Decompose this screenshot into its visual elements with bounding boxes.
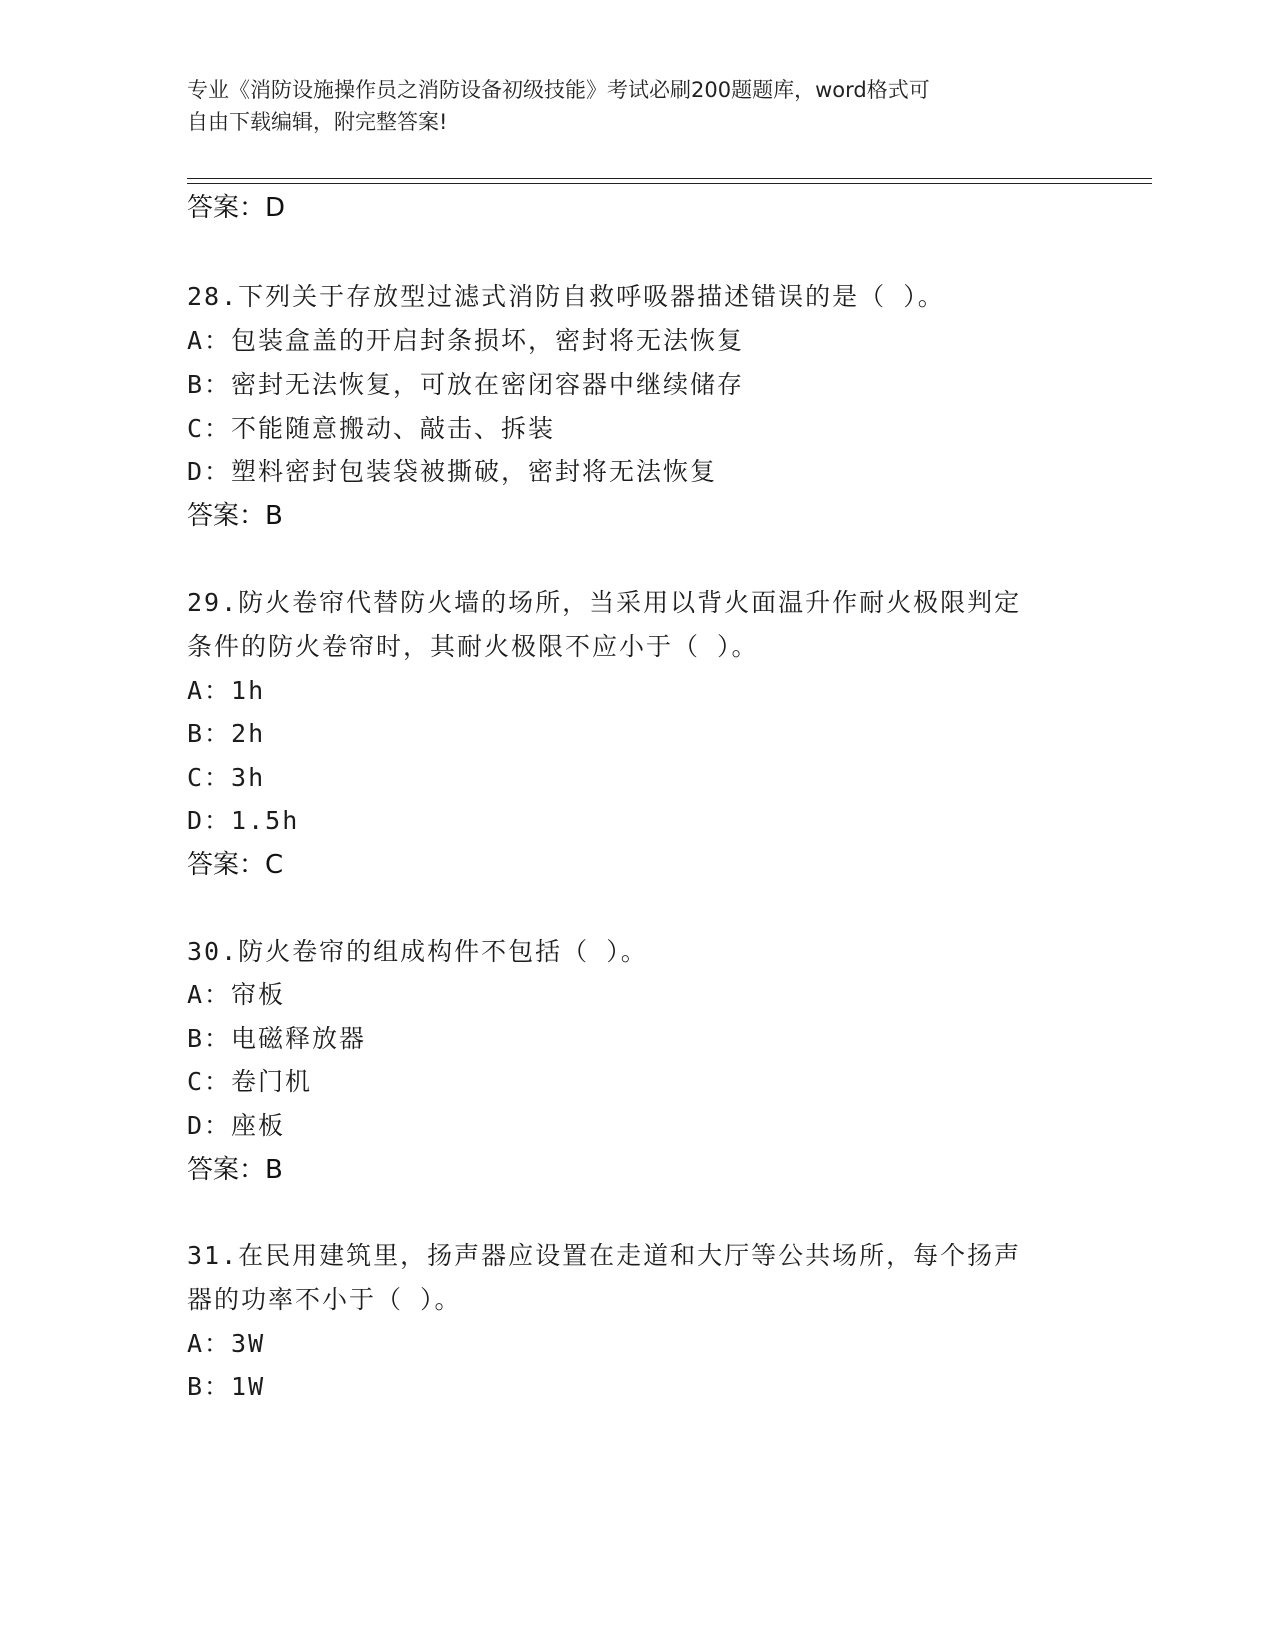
question-30-option-c: C：卷门机 [187,1067,313,1096]
question-29-text-line-1: 29.防火卷帘代替防火墙的场所，当采用以背火面温升作耐火极限判定 [187,588,1022,617]
question-28-option-a: A：包装盒盖的开启封条损坏，密封将无法恢复 [187,326,745,355]
question-28-option-d: D：塑料密封包装袋被撕破，密封将无法恢复 [187,457,718,486]
document-header [187,74,1087,138]
question-30-option-d: D：座板 [187,1111,286,1140]
question-31-option-a: A：3W [187,1329,266,1358]
question-29-option-a: A：1h [187,676,266,705]
question-31-option-b: B：1W [187,1372,266,1401]
question-30-text: 30.防火卷帘的组成构件不包括（ ）。 [187,937,648,966]
question-29-answer: 答案：C [187,850,284,880]
question-29-option-c: C：3h [187,763,266,792]
previous-answer: 答案：D [187,193,286,223]
question-29-text-line-2: 条件的防火卷帘时，其耐火极限不应小于（ ）。 [187,632,759,661]
question-31-text-line-1: 31.在民用建筑里，扬声器应设置在走道和大厅等公共场所，每个扬声 [187,1241,1022,1270]
question-28-answer: 答案：B [187,501,283,531]
question-29-option-d: D：1.5h [187,806,300,835]
question-28-text: 28.下列关于存放型过滤式消防自救呼吸器描述错误的是（ ）。 [187,282,945,311]
question-31-text-line-2: 器的功率不小于（ ）。 [187,1285,462,1314]
header-divider-top [187,178,1152,179]
header-divider-bottom [187,183,1152,184]
question-28-option-b: B：密封无法恢复，可放在密闭容器中继续储存 [187,370,745,399]
header-line-2: 自由下载编辑，附完整答案! [187,110,448,134]
question-30-option-b: B：电磁释放器 [187,1024,367,1053]
question-28-option-c: C：不能随意搬动、敲击、拆装 [187,414,556,443]
header-line-1: 专业《消防设施操作员之消防设备初级技能》考试必刷200题题库，word格式可 [187,78,930,102]
question-29-option-b: B：2h [187,719,266,748]
question-30-answer: 答案：B [187,1155,283,1185]
question-30-option-a: A：帘板 [187,980,286,1009]
